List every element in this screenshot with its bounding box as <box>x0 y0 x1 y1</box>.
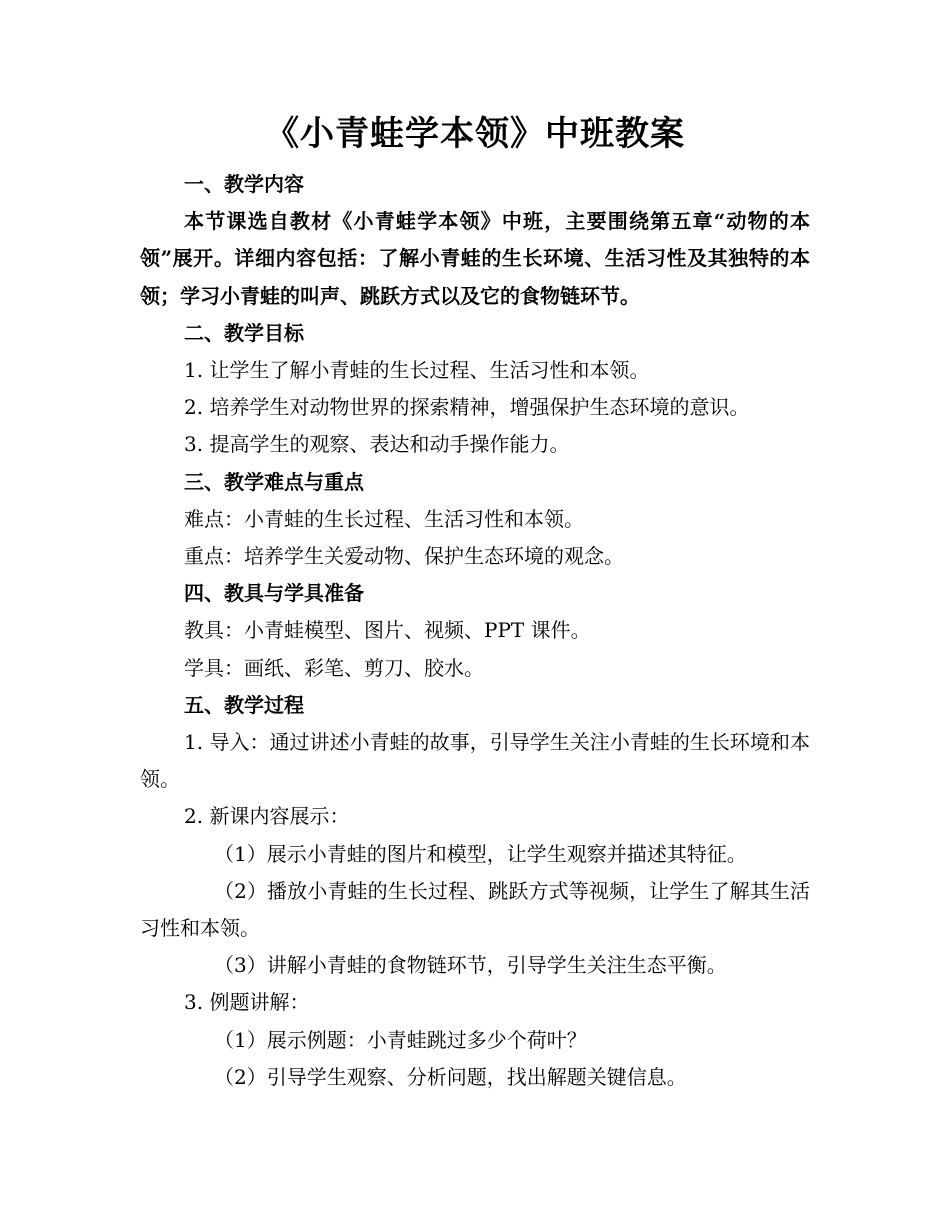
section-heading-process: 五、教学过程 <box>184 692 304 717</box>
process-step-3: 3. 例题讲解： <box>184 990 310 1015</box>
document-title: 《小青蛙学本领》中班教案 <box>265 114 685 154</box>
process-substep: （1）展示例题：小青蛙跳过多少个荷叶？ <box>214 1027 587 1052</box>
objective-item-2: 2. 培养学生对动物世界的探索精神，增强保护生态环境的意识。 <box>184 395 750 420</box>
section-heading-difficulties: 三、教学难点与重点 <box>184 469 364 494</box>
process-step-1: 1. 导入：通过讲述小青蛙的故事，引导学生关注小青蛙的生长环境和本领。 <box>140 730 810 792</box>
process-substep: （1）展示小青蛙的图片和模型，让学生观察并描述其特征。 <box>214 841 747 866</box>
objective-item-3: 3. 提高学生的观察、表达和动手操作能力。 <box>184 432 570 457</box>
learning-tools-text: 学具：画纸、彩笔、剪刀、胶水。 <box>184 655 484 680</box>
section-heading-content: 一、教学内容 <box>184 172 304 196</box>
section-heading-materials: 四、教具与学具准备 <box>184 581 364 606</box>
teaching-aids-text: 教具：小青蛙模型、图片、视频、PPT 课件。 <box>184 618 591 643</box>
content-paragraph: 本节课选自教材《小青蛙学本领》中班，主要围绕第五章“动物的本领”展开。详细内容包括：了解小青蛙的生长环境、生活习性及其独特的本领；学习小青蛙的叫声、跳跃方式以及它的食物链环节。 <box>140 209 810 308</box>
process-substep: （2）引导学生观察、分析问题，找出解题关键信息。 <box>214 1064 687 1089</box>
document-body <box>140 166 810 1096</box>
process-step-2: 2. 新课内容展示： <box>184 804 350 829</box>
process-substep: （3）讲解小青蛙的食物链环节，引导学生关注生态平衡。 <box>214 953 727 978</box>
key-point-text: 重点：培养学生关爱动物、保护生态环境的观念。 <box>184 544 624 569</box>
difficulty-text: 难点：小青蛙的生长过程、生活习性和本领。 <box>184 506 584 531</box>
objective-item-1: 1. 让学生了解小青蛙的生长过程、生活习性和本领。 <box>184 358 650 383</box>
section-heading-objectives: 二、教学目标 <box>184 320 304 345</box>
process-substep: （2）播放小青蛙的生长过程、跳跃方式等视频，让学生了解其生活习性和本领。 <box>140 878 810 941</box>
